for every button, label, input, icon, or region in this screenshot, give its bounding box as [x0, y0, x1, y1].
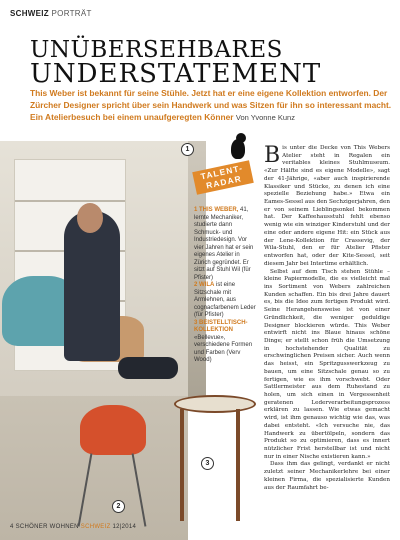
talent-radar-badge: TALENT-RADAR: [192, 160, 254, 195]
byline: Von Yvonne Kunz: [235, 113, 295, 122]
caption-3-title: 3 BEISTELLTISCH-KOLLEKTION: [194, 319, 248, 333]
body-paragraph: B is unter die Decke von This Webers Atelier steht in Regalen ein veritables kleines Stuhlmuseum. «Zur Hälfte sind es eigene Modelle», sagt der 41-Jährige, «aber auch inspirierende Klassiker und Stücke, zu denen ich eine spezielle Beziehung habe.» Etwa ein Eames-Sessel aus den Sechzigerjahren, den er von seinem Lieblingsonkel bekommen hat. Der Kaffeehausstuhl fehlt ebenso wenig wie ein winziger Kinderstuhl und der eine oder andere eigene Hit: ein Stück aus der Lene-Kollektion für Crassevig, der Wila-Stuhl, den er für Atelier Pfister entworfen hat, oder der Kite-Sessel, seit diesem Jahr bei Intertime erhältlich.: [264, 143, 390, 267]
magazine-name: SCHÖNER WOHNEN: [15, 524, 79, 530]
body-paragraph: Selbst auf dem Tisch stehen Stühle – kleine Papiermodelle, die es vielleicht mal ins Sortiment von Webers zahlreichen Kunden schaffen. Ein bis drei Jahre dauert es, bis die Idee zum fertigen Produkt wird. Seine Herangehensweise ist von einer Gründlichkeit, die weniger geduldige Designer blockieren würde. This Weber entwirft nicht ins Blaue hinaus schöne Dinge; er stellt schon früh die Umsetzung in hochstehender Qualität zu erschwinglichen Preisen sicher. Auch wenn das heisst, ein Spritzgusswerkzeug zu bauen, um eine Sitzschale genau so zu fertigen, wie es ihm vorschwebt. Oder Sattlermeister aus dem Ruhestand zu holen, um sich einen in Vergessenheit geratenen Lederverarbeitungsprozess erklären zu lassen. Wie etwas gemacht wird, ist ihm genauso wichtig wie das, was dabei entsteht. «Ich versuche nie, das Handwerk zu übertölpeln, sondern das Produkt so zu optimieren, dass es innert nützlicher Frist herstellbar ist und nicht nur in einer Nische existieren kann.»: [264, 268, 390, 460]
table-leg: [180, 409, 184, 521]
edition-label: SCHWEIZ: [80, 524, 111, 530]
caption-2-text: ist eine Sitzschale mit Armlehnen, aus cognacfarbenem Leder (für Pfister): [194, 282, 256, 318]
caption-3-text: «Bellevue», verschiedene Formen und Farben (Verv Wood): [194, 334, 253, 363]
headline: [30, 37, 390, 89]
intro: [30, 87, 392, 124]
designer-figure: [64, 211, 120, 361]
page-number: 4: [10, 524, 14, 530]
headline-line1: UNÜBERSEHBARES: [30, 37, 283, 63]
photo-number-badge: 1: [181, 143, 194, 156]
designer-head: [77, 203, 103, 233]
caption-2: [194, 282, 258, 320]
intro-text: This Weber ist bekannt für seine Stühle. Jetzt hat er eine eigene Kollektion entworfen. Der Zürcher Designer spricht über sein Handwerk und was Sitzen für ihn so interessant macht. Ein Atelierbesuch bei einem unaufgeregten Könner: [30, 88, 392, 122]
designer-leg: [118, 357, 178, 379]
body-paragraph: Dass ihm das gelingt, verdankt er nicht zuletzt seiner Mechanikerlehre bei einer kleinen Firma, die spezialisierte Kunden aus der Raumfahrt be-: [264, 461, 390, 491]
kicker: [10, 9, 92, 18]
table-top: [174, 395, 256, 413]
portrait-photo: [0, 141, 188, 540]
drop-cap: B: [264, 143, 281, 168]
raven-icon: [227, 133, 249, 163]
page-footer: [10, 524, 136, 530]
table-leg: [236, 409, 240, 521]
caption-1-title: 1 THIS WEBER,: [194, 207, 239, 213]
caption-2-title: 2 WILA: [194, 282, 215, 288]
caption-1-text: 41, lernte Mechaniker, studierte dann Schmuck- und Industriedesign. Vor vier Jahren hat er sein eigenes Atelier in Zürich gegründet. Er sitzt auf Stuhl Wil (für Pfister): [194, 207, 254, 281]
photo-captions: [194, 207, 258, 365]
kicker-category: PORTRÄT: [51, 9, 92, 18]
photo-number-badge: 2: [112, 500, 125, 513]
issue-number: 12|2014: [112, 524, 137, 530]
body-column: [264, 145, 390, 492]
caption-1: [194, 207, 258, 282]
headline-line2: UNDERSTATEMENT: [30, 59, 322, 89]
red-chair: [80, 405, 146, 455]
caption-3: [194, 320, 258, 365]
kicker-section: SCHWEIZ: [10, 9, 49, 18]
photo-number-badge: 3: [201, 457, 214, 470]
